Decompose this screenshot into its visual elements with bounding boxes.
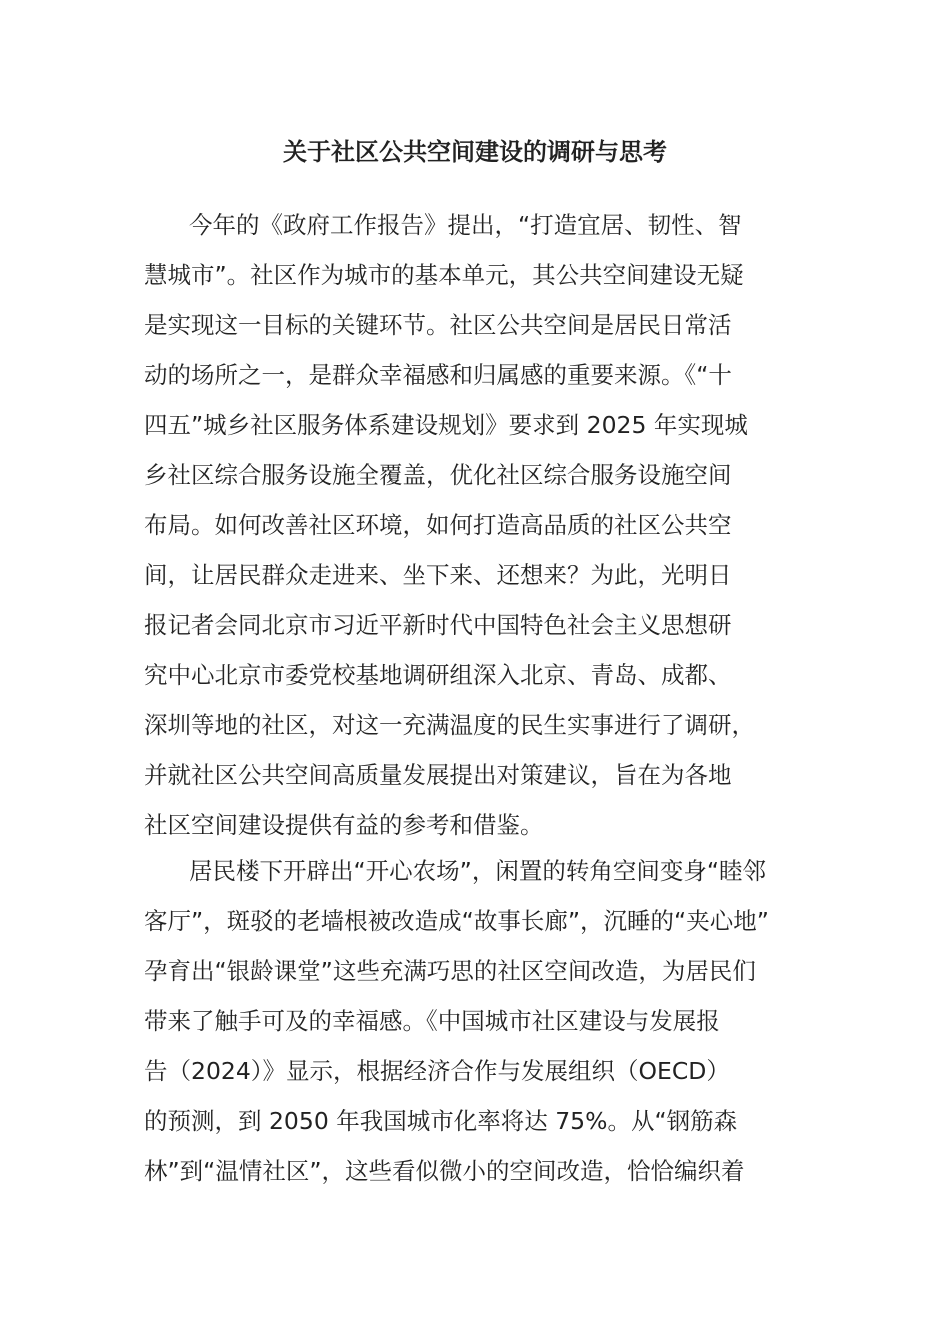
paragraph-1 — [144, 200, 814, 850]
text-line: 布局。如何改善社区环境，如何打造高品质的社区公共空 — [144, 511, 732, 539]
text-line: 带来了触手可及的幸福感。《中国城市社区建设与发展报 — [144, 1007, 720, 1035]
text-line: 间，让居民群众走进来、坐下来、还想来？为此，光明日 — [144, 561, 732, 589]
text-line: 的预测，到 2050 年我国城市化率将达 75%。从“钢筋森 — [144, 1107, 738, 1135]
paragraph-2 — [144, 846, 814, 1196]
text-line: 动的场所之一，是群众幸福感和归属感的重要来源。《“十 — [144, 361, 732, 389]
text-line: 今年的《政府工作报告》提出，“打造宜居、韧性、智 — [189, 211, 742, 239]
text-line: 乡社区综合服务设施全覆盖，优化社区综合服务设施空间 — [144, 461, 732, 489]
text-line: 报记者会同北京市习近平新时代中国特色社会主义思想研 — [144, 611, 732, 639]
text-line: 居民楼下开辟出“开心农场”，闲置的转角空间变身“睦邻 — [189, 857, 767, 885]
text-line: 社区空间建设提供有益的参考和借鉴。 — [144, 811, 544, 839]
text-line: 四五”城乡社区服务体系建设规划》要求到 2025 年实现城 — [144, 411, 748, 439]
text-line: 深圳等地的社区，对这一充满温度的民生实事进行了调研， — [144, 711, 755, 739]
text-line: 是实现这一目标的关键环节。社区公共空间是居民日常活 — [144, 311, 732, 339]
text-line: 孕育出“银龄课堂”这些充满巧思的社区空间改造，为居民们 — [144, 957, 756, 985]
text-line: 并就社区公共空间高质量发展提出对策建议，旨在为各地 — [144, 761, 732, 789]
text-line: 慧城市”。社区作为城市的基本单元，其公共空间建设无疑 — [144, 261, 744, 289]
document-title: 关于社区公共空间建设的调研与思考 — [283, 138, 667, 166]
text-line: 究中心北京市委党校基地调研组深入北京、青岛、成都、 — [144, 661, 732, 689]
text-line: 客厅”，斑驳的老墙根被改造成“故事长廊”，沉睡的“夹心地” — [144, 907, 769, 935]
text-line: 林”到“温情社区”，这些看似微小的空间改造，恰恰编织着 — [144, 1157, 745, 1185]
text-line: 告（2024）》显示，根据经济合作与发展组织（OECD） — [144, 1057, 730, 1085]
